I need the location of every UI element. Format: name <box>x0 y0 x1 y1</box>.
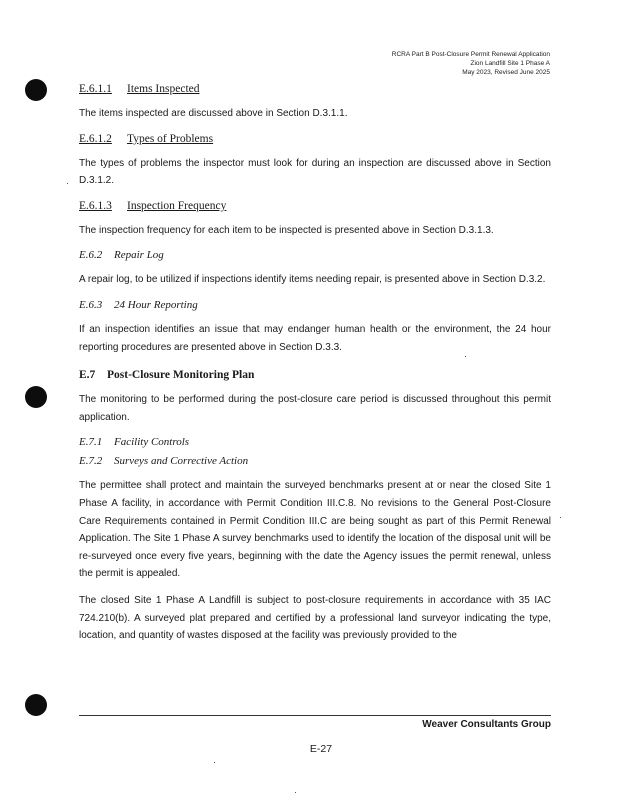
heading-e611 <box>79 82 551 97</box>
scan-speck <box>67 183 68 184</box>
binder-hole-middle <box>25 386 47 408</box>
paragraph-e7: The monitoring to be performed during the post-closure care period is discussed throughout this permit application. <box>79 394 551 423</box>
heading-e62 <box>79 248 551 263</box>
header-line-2: Zion Landfill Site 1 Phase A <box>470 60 550 67</box>
page-number: E-27 <box>309 743 333 755</box>
footer-company: Weaver Consultants Group <box>422 719 551 730</box>
paragraph-e613: The inspection frequency for each item to be inspected is presented above in Section D.3.1.3. <box>79 224 494 236</box>
section-number: E.6.1.3 <box>79 199 112 212</box>
section-number: E.6.3 <box>79 298 103 311</box>
section-number: E.7.2 <box>79 455 103 468</box>
section-title: Items Inspected <box>127 83 200 95</box>
heading-e7 <box>79 367 551 383</box>
section-title: Repair Log <box>114 249 164 262</box>
section-title: 24 Hour Reporting <box>114 298 198 311</box>
section-title: Types of Problems <box>127 132 214 145</box>
scan-speck <box>295 792 296 793</box>
heading-e613 <box>79 199 551 214</box>
binder-hole-top <box>25 79 47 101</box>
binder-hole-bottom <box>25 694 47 716</box>
heading-e63 <box>79 298 551 313</box>
section-number: E.7 <box>79 369 96 382</box>
running-header <box>392 50 550 77</box>
section-title: Surveys and Corrective Action <box>114 455 249 468</box>
footer-rule <box>79 715 551 716</box>
scan-speck <box>560 517 561 518</box>
section-number: E.7.1 <box>79 436 103 449</box>
section-number: E.6.2 <box>79 249 103 262</box>
section-number: E.6.1.1 <box>79 83 112 95</box>
section-title: Facility Controls <box>114 436 190 449</box>
heading-e71 <box>79 435 551 450</box>
paragraph-e72-1: The permittee shall protect and maintain the surveyed benchmarks present at or near the closed Site 1 Phase A facility, in accordance with Permit Condition III.C.8. No revisions to the General Post-Closure Care Requirements contained in Permit Condition III.C are being sought as part of this Permit Renewal Application. The Site 1 Phase A survey benchmarks used to identify the location of the disposal unit will be re-surveyed once every five years, beginning with the date the Agency issues the permit renewal, unless the permit is appealed. <box>79 480 551 580</box>
section-title: Inspection Frequency <box>127 199 227 212</box>
section-title: Post-Closure Monitoring Plan <box>107 369 255 382</box>
header-line-3: May 2023, Revised June 2025 <box>462 69 550 76</box>
paragraph-e62: A repair log, to be utilized if inspections identify items needing repair, is presented above in Section D.3.2. <box>79 274 546 286</box>
section-number: E.6.1.2 <box>79 132 112 145</box>
scan-speck <box>214 762 215 763</box>
paragraph-e611: The items inspected are discussed above in Section D.3.1.1. <box>79 108 348 119</box>
scan-speck <box>465 356 466 357</box>
header-line-1: RCRA Part B Post-Closure Permit Renewal Application <box>391 51 550 58</box>
heading-e72 <box>79 454 551 469</box>
paragraph-e72-2: The closed Site 1 Phase A Landfill is subject to post-closure requirements in accordance with 35 IAC 724.210(b). A surveyed plat prepared and certified by a professional land surveyor indicating the type, location, and quantity of wastes disposed at the facility was previously provided to the <box>79 594 551 642</box>
document-body <box>79 82 551 654</box>
paragraph-e63: If an inspection identifies an issue that may endanger human health or the environment, the 24 hour reporting procedures are presented above in Section D.3.3. <box>79 323 551 353</box>
heading-e612 <box>79 132 551 147</box>
paragraph-e612: The types of problems the inspector must look for during an inspection are discussed above in Section D.3.1.2. <box>79 157 551 187</box>
